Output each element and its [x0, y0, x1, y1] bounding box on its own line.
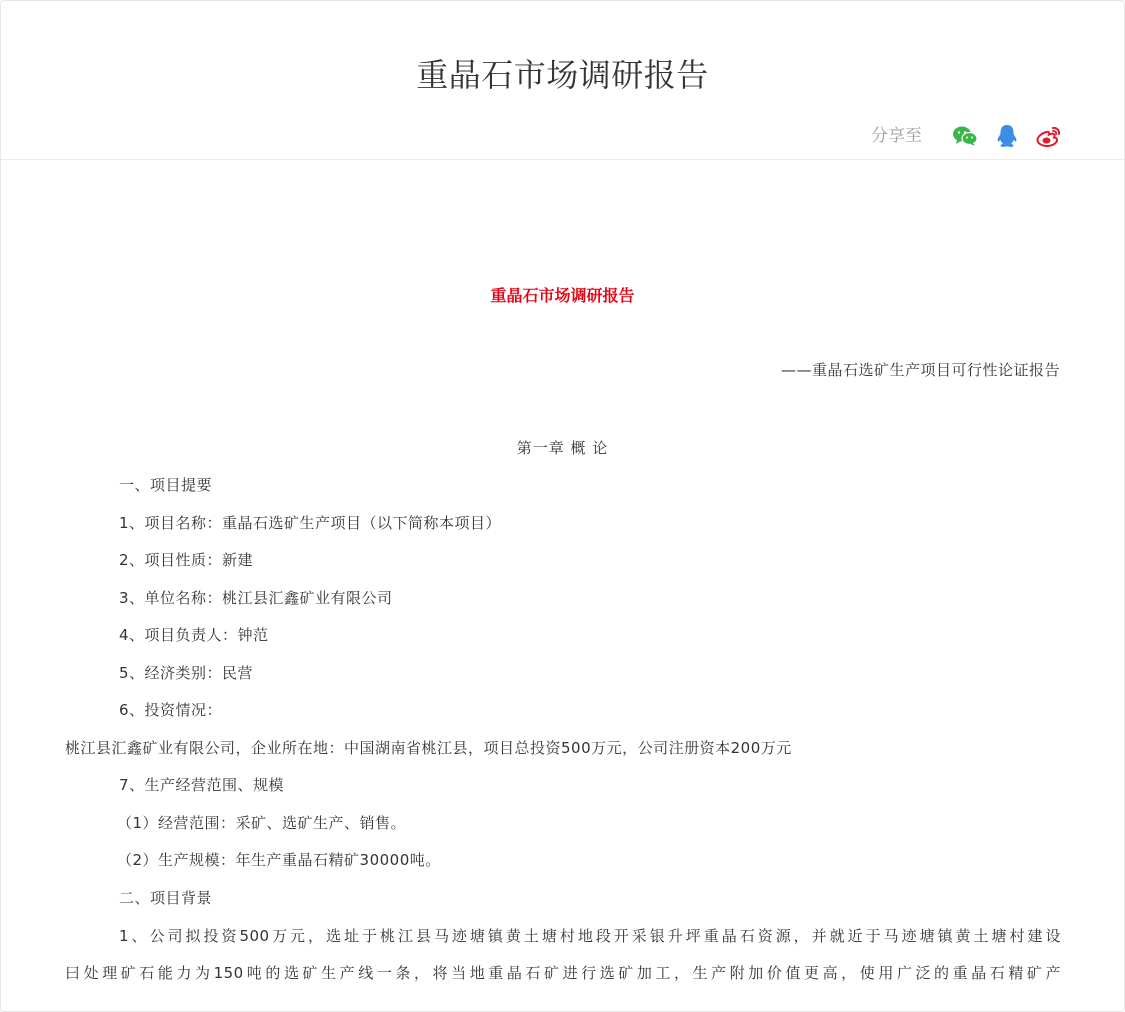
share-bar: [871, 123, 1062, 149]
article-header: [1, 1, 1124, 160]
document-title: 重晶石市场调研报告: [490, 286, 635, 305]
paragraph-line: 曰处理矿石能力为150吨的选矿生产线一条，将当地重晶石矿进行选矿加工，生产附加价值更高，使用广泛的重晶石精矿产: [65, 964, 1061, 982]
paragraph-line: 1、项目名称：重晶石选矿生产项目（以下简称本项目）: [119, 514, 502, 532]
paragraph-line: 1、公司拟投资500万元，选址于桃江县马迹塘镇黄土塘村地段开采银升坪重晶石资源，并就近于马迹塘镇黄土塘村建设: [119, 927, 1061, 945]
paragraph-line: 5、经济类别：民营: [119, 664, 254, 682]
qq-icon[interactable]: [994, 123, 1020, 149]
paragraph-line: （2）生产规模：年生产重晶石精矿30000吨。: [117, 851, 441, 869]
share-label: 分享至: [871, 126, 922, 146]
page-title: 重晶石市场调研报告: [416, 56, 709, 94]
chapter-heading: 第一章 概 论: [516, 439, 609, 457]
paragraph-line: 桃江县汇鑫矿业有限公司，企业所在地：中国湖南省桃江县，项目总投资500万元，公司注册资本200万元: [65, 739, 792, 757]
section-heading: 二、项目背景: [119, 889, 213, 907]
wechat-icon[interactable]: [952, 123, 978, 149]
paragraph-line: 2、项目性质：新建: [119, 551, 254, 569]
paragraph-line: 6、投资情况：: [119, 701, 223, 719]
document-subtitle: ——重晶石选矿生产项目可行性论证报告: [780, 361, 1060, 379]
paragraph-line: 4、项目负责人：钟范: [119, 626, 269, 644]
paragraph-line: （1）经营范围：采矿、选矿生产、销售。: [117, 814, 407, 832]
paragraph-line: 3、单位名称：桃江县汇鑫矿业有限公司: [119, 589, 393, 607]
weibo-icon[interactable]: [1036, 123, 1062, 149]
section-heading: 一、项目提要: [119, 476, 213, 494]
paragraph-line: 7、生产经营范围、规模: [119, 776, 285, 794]
